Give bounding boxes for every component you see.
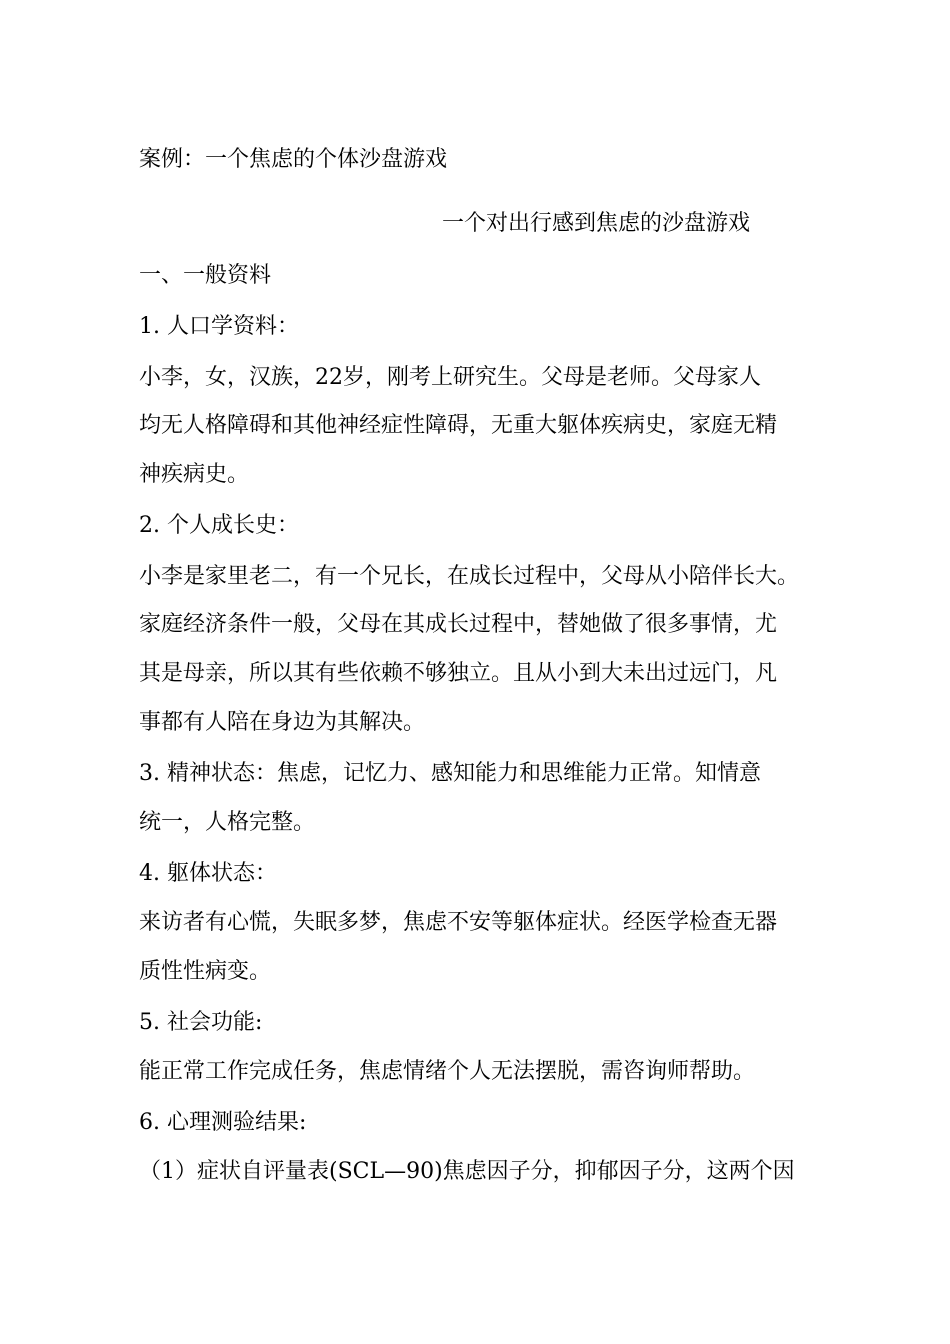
section-heading-general-info: 一、一般资料 xyxy=(139,263,272,288)
document-subtitle: 一个对出行感到焦虑的沙盘游戏 xyxy=(442,211,751,236)
item-heading-test-results: 6. 心理测验结果: xyxy=(139,1110,307,1135)
paragraph-line: 统一，人格完整。 xyxy=(139,810,316,835)
paragraph-line: 家庭经济条件一般，父母在其成长过程中，替她做了很多事情，尤 xyxy=(139,612,778,637)
paragraph-line: 质性性病变。 xyxy=(139,959,272,984)
item-heading-physical-state: 4. 躯体状态： xyxy=(139,861,277,886)
paragraph-line: 事都有人陪在身边为其解决。 xyxy=(139,710,426,735)
paragraph-line: 神疾病史。 xyxy=(139,462,250,487)
paragraph-line: （1）症状自评量表(SCL—90)焦虑因子分，抑郁因子分，这两个因 xyxy=(139,1159,795,1184)
paragraph-line-mental-state: 3. 精神状态：焦虑，记忆力、感知能力和思维能力正常。知情意 xyxy=(139,761,761,786)
item-heading-personal-history: 2. 个人成长史： xyxy=(139,513,299,538)
item-heading-demographics: 1. 人口学资料： xyxy=(139,314,299,339)
item-heading-social-function: 5. 社会功能: xyxy=(139,1010,263,1035)
paragraph-line: 其是母亲，所以其有些依赖不够独立。且从小到大未出过远门，凡 xyxy=(139,661,778,686)
paragraph-line: 均无人格障碍和其他神经症性障碍，无重大躯体疾病史，家庭无精 xyxy=(139,413,778,438)
document-title: 案例：一个焦虑的个体沙盘游戏 xyxy=(139,147,448,172)
paragraph-line: 能正常工作完成任务，焦虑情绪个人无法摆脱，需咨询师帮助。 xyxy=(139,1059,756,1084)
paragraph-line: 来访者有心慌，失眠多梦，焦虑不安等躯体症状。经医学检查无器 xyxy=(139,910,778,935)
paragraph-line: 小李，女，汉族，22岁，刚考上研究生。父母是老师。父母家人 xyxy=(139,365,761,390)
paragraph-line: 小李是家里老二，有一个兄长，在成长过程中，父母从小陪伴长大。 xyxy=(139,564,800,589)
